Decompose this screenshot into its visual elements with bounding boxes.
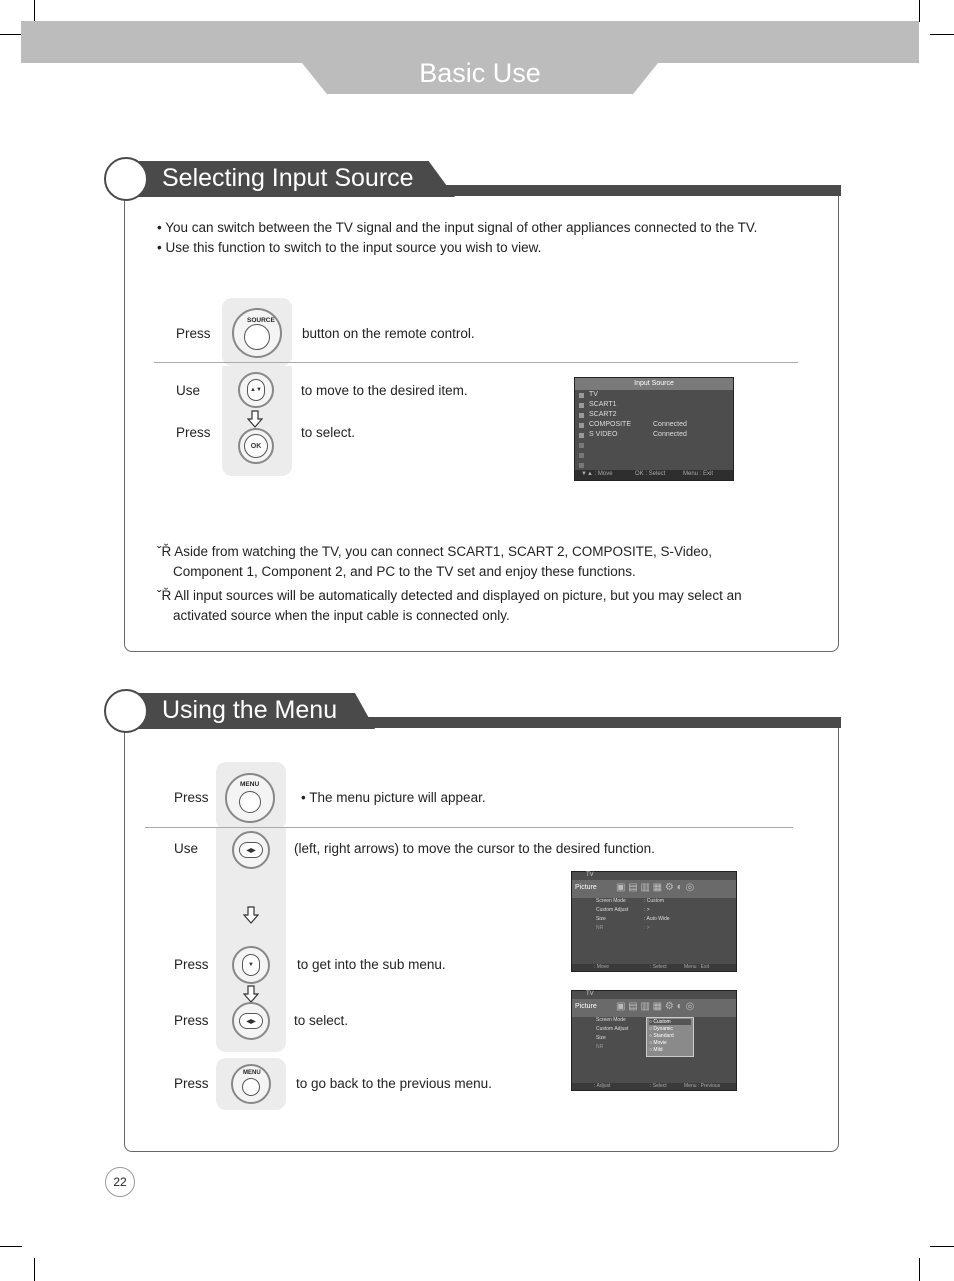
crop-mark bbox=[0, 34, 22, 35]
menu-button-label: MENU bbox=[243, 1070, 261, 1076]
osd-option: ○ Mild bbox=[649, 1047, 663, 1053]
osd-footer-move: : Move bbox=[594, 964, 610, 970]
osd-source: TV bbox=[586, 991, 594, 997]
updown-button-icon: ▲▼ bbox=[238, 372, 274, 408]
note-continued: activated source when the input cable is connected only. bbox=[173, 608, 510, 623]
down-button-icon: ▼ bbox=[232, 946, 270, 984]
left-right-button-icon: ◀▶ bbox=[232, 831, 270, 869]
step-prefix: Use bbox=[176, 383, 201, 398]
left-right-button-icon: ◀▶ bbox=[232, 1002, 270, 1040]
osd-footer-exit: Menu : Exit bbox=[684, 964, 710, 970]
osd-bullet-icon bbox=[579, 413, 584, 418]
osd-row-value: : > bbox=[644, 925, 650, 931]
step-text: to move to the desired item. bbox=[301, 383, 468, 398]
osd-row-label: Custom Adjust bbox=[596, 907, 629, 913]
osd-tab: Picture bbox=[575, 1003, 597, 1010]
osd-bullet-icon bbox=[579, 423, 584, 428]
osd-input-source-screen bbox=[574, 377, 734, 481]
crop-mark bbox=[34, 0, 35, 22]
divider bbox=[154, 362, 798, 363]
step-prefix: Press bbox=[174, 957, 209, 972]
step-prefix: Press bbox=[174, 1013, 209, 1028]
arrow-down-icon bbox=[243, 985, 259, 1003]
step-text: • The menu picture will appear. bbox=[301, 790, 486, 805]
osd-title: Input Source bbox=[575, 378, 733, 390]
step-text: button on the remote control. bbox=[302, 326, 475, 341]
intro-line: • You can switch between the TV signal and the input signal of other appliances connected to the TV. bbox=[157, 220, 758, 235]
osd-bullet-icon bbox=[579, 463, 584, 468]
osd-footer bbox=[572, 1083, 736, 1090]
osd-footer bbox=[572, 964, 736, 971]
osd-menu-icons: ▣ ▤ ▥ ▦ ⚙ ◐ ◎ bbox=[616, 1001, 695, 1012]
osd-row-value: : Auto Wide bbox=[644, 916, 670, 922]
source-button-icon bbox=[232, 308, 282, 358]
ok-button-label: OK bbox=[244, 434, 268, 458]
osd-option: ○ Movie bbox=[649, 1040, 667, 1046]
crop-mark bbox=[34, 1258, 35, 1281]
menu-button-label: MENU bbox=[240, 781, 260, 788]
crop-mark bbox=[930, 1246, 954, 1247]
osd-bullet-icon bbox=[579, 403, 584, 408]
arrow-down-icon bbox=[247, 410, 263, 428]
step-text: to go back to the previous menu. bbox=[296, 1076, 492, 1091]
step-text: to select. bbox=[301, 425, 356, 440]
osd-option: ○ Standard bbox=[649, 1033, 674, 1039]
osd-picture-menu-screen bbox=[571, 871, 737, 972]
step-prefix: Use bbox=[174, 841, 199, 856]
osd-item: SCART2 bbox=[589, 411, 617, 418]
header-bar bbox=[21, 21, 919, 63]
osd-bullet-icon bbox=[579, 433, 584, 438]
osd-row-label: Screen Mode bbox=[596, 898, 626, 904]
osd-option: ○ Custom bbox=[649, 1019, 691, 1025]
section-bullet-icon bbox=[104, 689, 148, 733]
step-text: to select. bbox=[294, 1013, 349, 1028]
osd-submenu-screen bbox=[571, 990, 737, 1091]
osd-item-status: Connected bbox=[653, 421, 687, 428]
osd-footer-adjust: : Adjust bbox=[594, 1083, 611, 1089]
crop-mark bbox=[0, 1246, 22, 1247]
step-prefix: Press bbox=[176, 326, 211, 341]
osd-bullet-icon bbox=[579, 443, 584, 448]
osd-bullet-icon bbox=[579, 393, 584, 398]
arrow-down-icon bbox=[243, 906, 259, 924]
osd-footer-select: : Select bbox=[650, 1083, 667, 1089]
osd-row-label: Size bbox=[596, 916, 606, 922]
section-rule bbox=[300, 717, 841, 728]
osd-footer-previous: Menu : Previous bbox=[684, 1083, 721, 1089]
osd-item: TV bbox=[589, 391, 598, 398]
crop-mark bbox=[919, 0, 920, 22]
osd-bullet-icon bbox=[579, 453, 584, 458]
osd-options-popup bbox=[646, 1017, 694, 1057]
step-text: (left, right arrows) to move the cursor to the desired function. bbox=[294, 841, 655, 856]
osd-footer-move: ▼▲ : Move bbox=[581, 471, 613, 477]
osd-tab-bar bbox=[572, 880, 736, 898]
osd-item-status: Connected bbox=[653, 431, 687, 438]
osd-source: TV bbox=[586, 872, 594, 878]
page-number: 22 bbox=[105, 1167, 135, 1197]
osd-footer-menu: Menu : Exit bbox=[683, 471, 714, 477]
section-bullet-icon bbox=[104, 157, 148, 201]
osd-row-label: Size bbox=[596, 1035, 606, 1041]
crop-mark bbox=[919, 1258, 920, 1281]
osd-option: ○ Dynamic bbox=[649, 1026, 673, 1032]
crop-mark bbox=[930, 34, 954, 35]
osd-item: SCART1 bbox=[589, 401, 617, 408]
step-prefix: Press bbox=[174, 790, 209, 805]
osd-row-label: NR bbox=[596, 1044, 604, 1050]
osd-row-label: NR bbox=[596, 925, 604, 931]
osd-footer bbox=[575, 470, 733, 480]
page-title: Basic Use bbox=[419, 58, 541, 88]
osd-row-value: : > bbox=[644, 907, 650, 913]
step-prefix: Press bbox=[174, 1076, 209, 1091]
section-title-input-source: Selecting Input Source bbox=[162, 164, 414, 192]
osd-row-value: : Custom bbox=[644, 898, 665, 904]
osd-row-label: Screen Mode bbox=[596, 1017, 626, 1023]
note: ˇŘ All input sources will be automatically detected and displayed on picture, but you may select an bbox=[157, 588, 742, 603]
ok-button-icon bbox=[238, 428, 274, 464]
osd-tab: Picture bbox=[575, 884, 597, 891]
osd-row-label: Custom Adjust bbox=[596, 1026, 629, 1032]
note: ˇŘ Aside from watching the TV, you can connect SCART1, SCART 2, COMPOSITE, S-Video, bbox=[157, 544, 713, 559]
osd-item: S VIDEO bbox=[589, 431, 618, 438]
osd-menu-icons: ▣ ▤ ▥ ▦ ⚙ ◐ ◎ bbox=[616, 882, 695, 893]
section-title-menu: Using the Menu bbox=[162, 696, 338, 724]
osd-footer-select: : Select bbox=[650, 964, 667, 970]
source-button-label: SOURCE bbox=[247, 317, 275, 324]
step-text: to get into the sub menu. bbox=[297, 957, 446, 972]
osd-footer-ok: OK : Select bbox=[635, 471, 666, 477]
osd-item: COMPOSITE bbox=[589, 421, 632, 428]
step-prefix: Press bbox=[176, 425, 211, 440]
osd-tab-bar bbox=[572, 999, 736, 1017]
intro-line: • Use this function to switch to the input source you wish to view. bbox=[157, 240, 542, 255]
note-continued: Component 1, Component 2, and PC to the TV set and enjoy these functions. bbox=[173, 564, 636, 579]
